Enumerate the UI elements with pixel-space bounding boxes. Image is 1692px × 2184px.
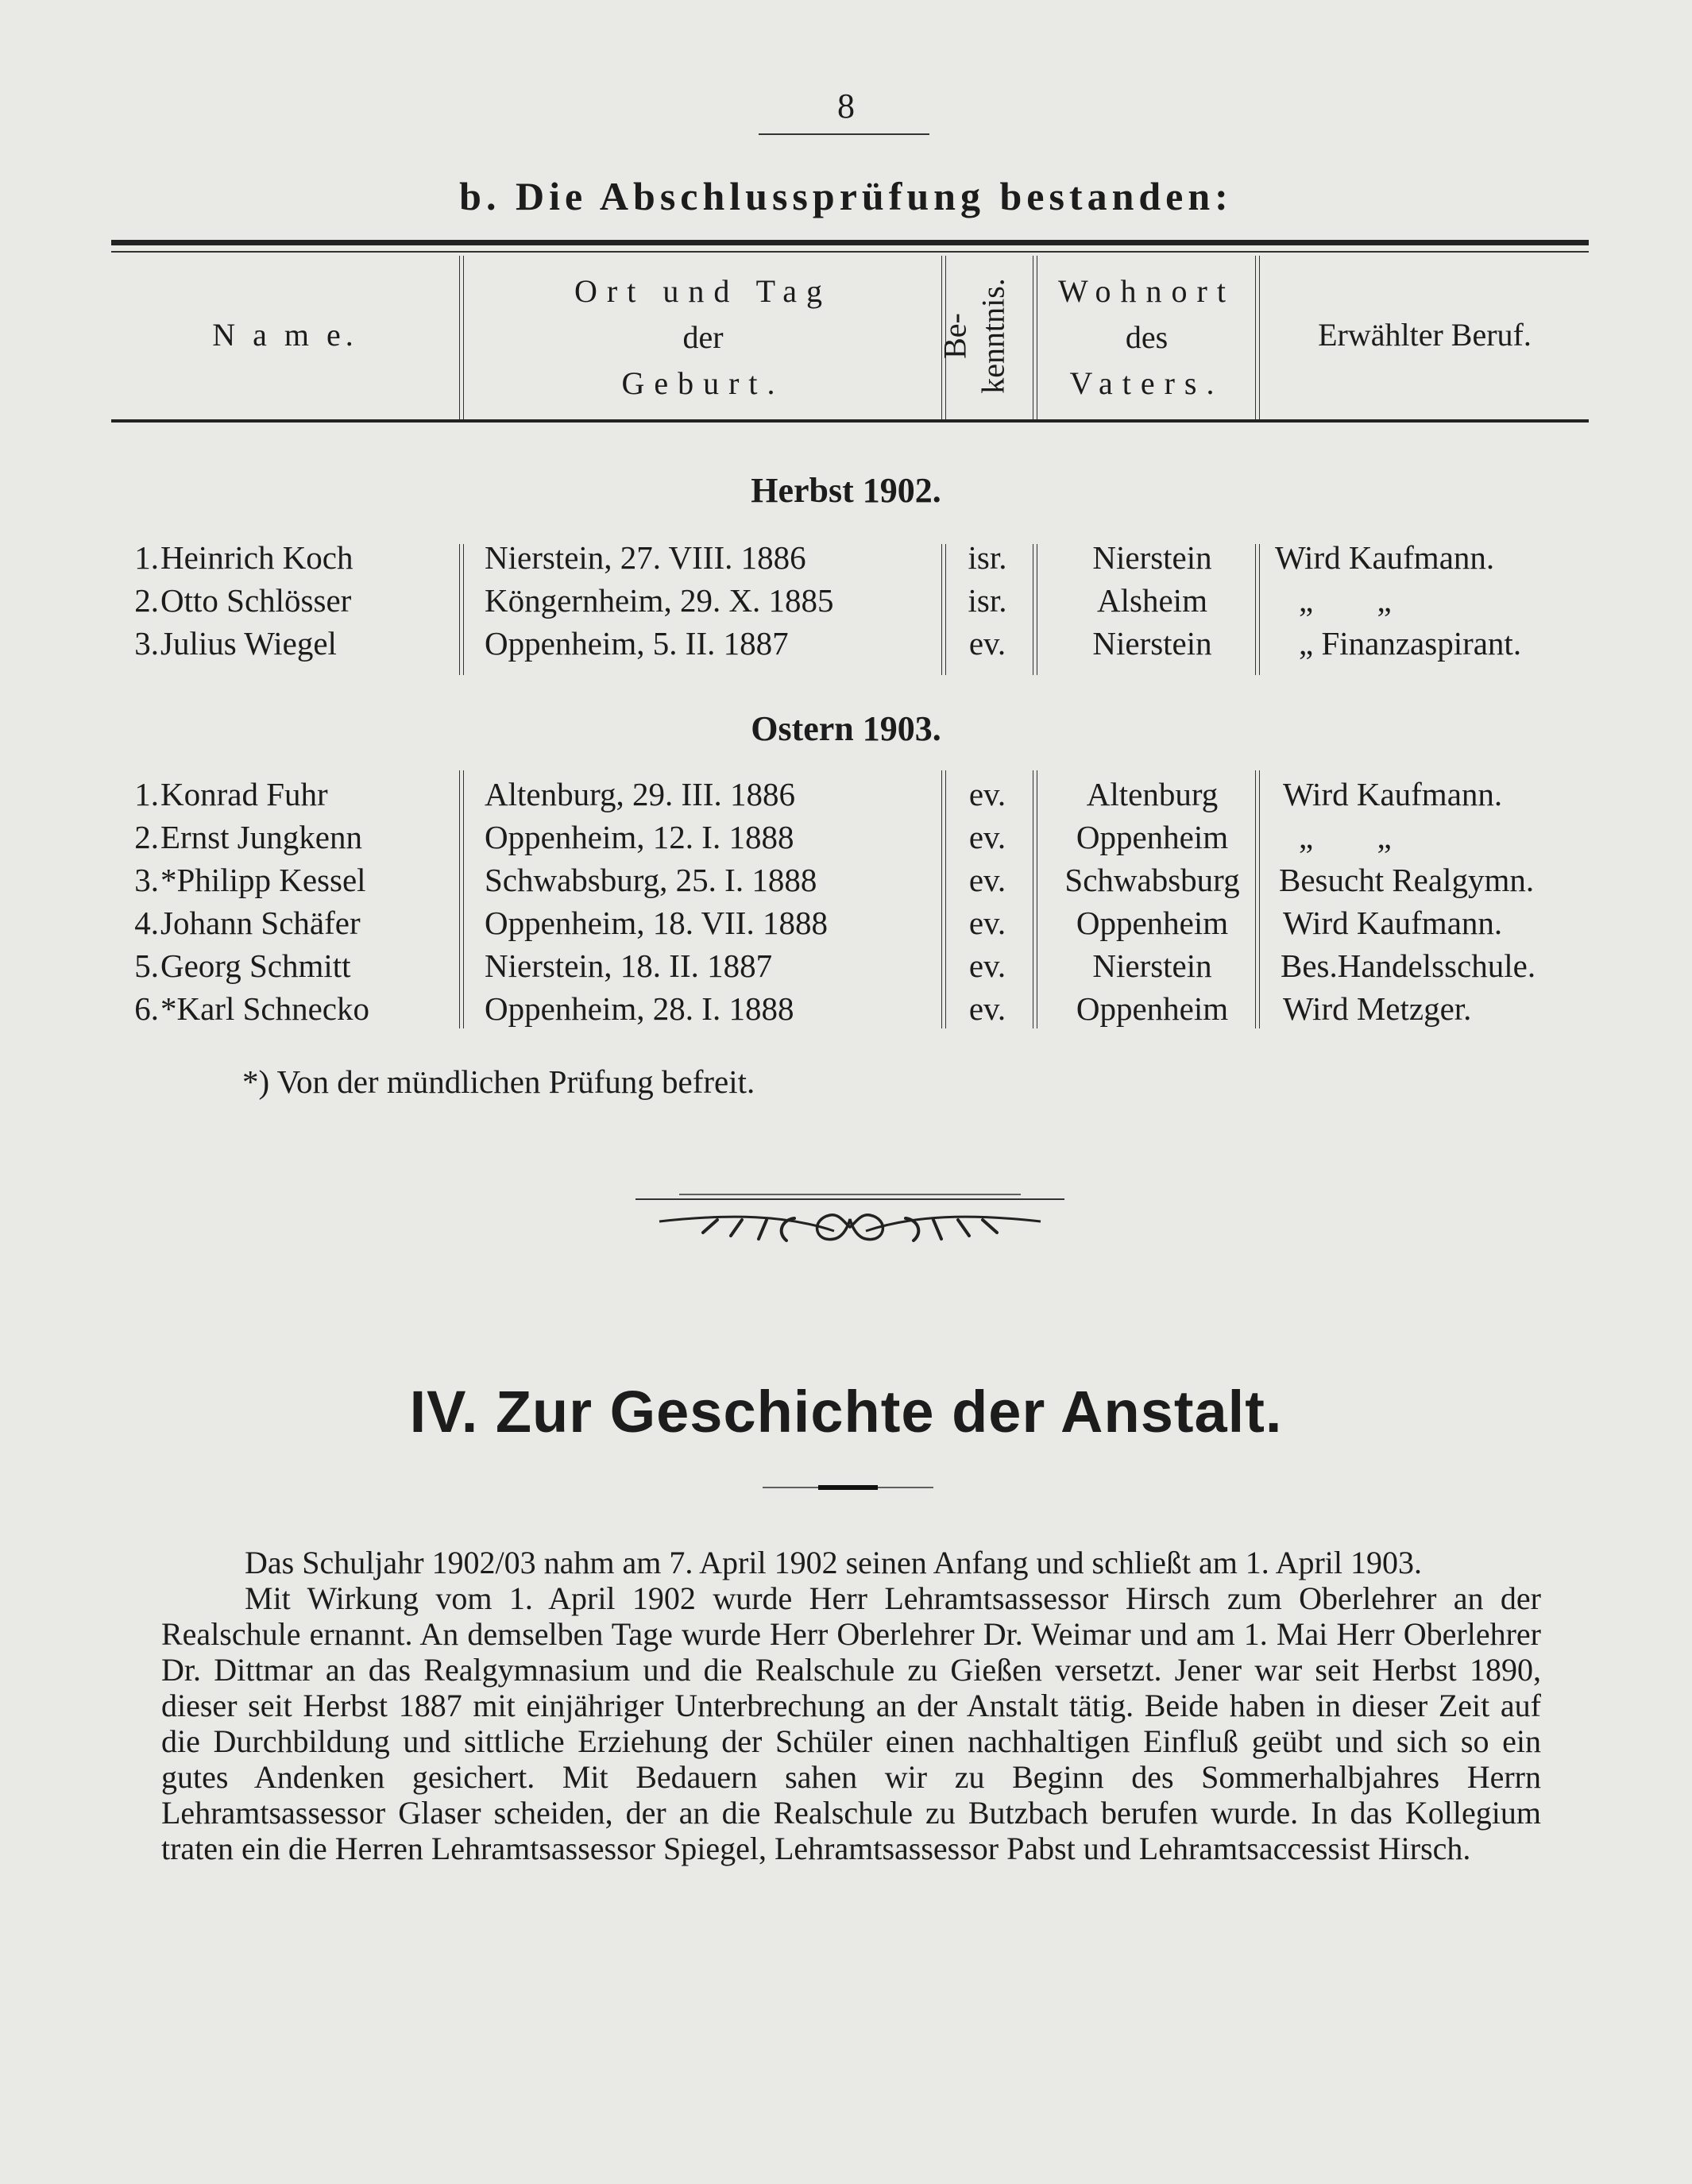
main-heading: IV. Zur Geschichte der Anstalt. [409, 1379, 1283, 1445]
row-confession: ev. [968, 905, 1006, 941]
row-profession: Wird Kaufmann. [1283, 776, 1503, 812]
column-separator [459, 256, 464, 419]
group-title-herbst: Herbst 1902. [751, 471, 941, 510]
table-top-rule-thin [111, 251, 1589, 253]
row-name: Heinrich Koch [160, 539, 353, 576]
row-confession: ev. [968, 862, 1006, 898]
row-profession: Wird Kaufmann. [1283, 905, 1503, 941]
row-number: 4. [134, 905, 159, 941]
row-number: 1. [134, 776, 159, 812]
row-birth: Nierstein, 18. II. 1887 [485, 947, 773, 984]
row-home: Schwabsburg [1064, 862, 1240, 898]
row-birth: Oppenheim, 5. II. 1887 [485, 625, 789, 662]
row-name: Georg Schmitt [160, 947, 351, 984]
row-number: 2. [134, 819, 159, 855]
table-top-rule [111, 240, 1589, 245]
footnote: *) Von der mündlichen Prüfung befreit. [242, 1063, 755, 1100]
row-home: Nierstein [1092, 947, 1212, 984]
paragraph-2: Mit Wirkung vom 1. April 1902 wurde Herr Lehramtsassessor Hirsch zum Oberlehrer an der Realschule ernannt. An demselben Tage wurde Herr Oberlehrer Dr. Weimar und am 1. Mai Herr Oberlehrer Dr. Dittmar an das Realgymnasium und die Realschule zu Gießen versetzt. Jener war seit Herbst 1890, dieser seit Herbst 1887 mit einjähriger Unterbrechung an der Anstalt tätig. Beide haben in dieser Zeit auf die Durchbildung und sittliche Erziehung der Schüler einen nachhaltigen Einfluß geübt und sich so ein gutes Andenken gesichert. Mit Bedauern sahen wir zu Beginn des Sommerhalbjahres Herrn Lehramtsassessor Glaser scheiden, der an die Realschule zu Butzbach berufen wurde. In das Kollegium traten ein die Herren Lehramtsassessor Spiegel, Lehramtsassessor Pabst und Lehramtsaccessist Hirsch. [161, 1580, 1541, 1866]
row-home: Oppenheim [1076, 905, 1229, 941]
row-profession: Wird Kaufmann. [1275, 539, 1495, 576]
row-home: Alsheim [1097, 582, 1207, 619]
row-profession: „ „ [1299, 819, 1392, 855]
row-profession: „ Finanzaspirant. [1299, 625, 1522, 662]
row-confession: ev. [968, 947, 1006, 984]
table-header-bottom-rule [111, 419, 1589, 423]
row-birth: Oppenheim, 12. I. 1888 [485, 819, 794, 855]
row-profession: Besucht Realgymn. [1279, 862, 1535, 898]
ornament-divider [635, 1191, 1064, 1263]
row-profession: Wird Metzger. [1283, 990, 1472, 1027]
column-separator [1033, 256, 1037, 419]
header-birth-line3: Geburt. [621, 365, 785, 401]
row-name: *Philipp Kessel [160, 862, 366, 898]
column-separator [1255, 256, 1260, 419]
row-number: 2. [134, 582, 159, 619]
header-home [1038, 268, 1255, 407]
table-row [0, 581, 1692, 624]
row-birth: Schwabsburg, 25. I. 1888 [485, 862, 817, 898]
row-number: 3. [134, 625, 159, 662]
group-title-ostern: Ostern 1903. [751, 709, 941, 748]
row-name: Julius Wiegel [160, 625, 337, 662]
table-row [0, 947, 1692, 990]
page-number: 8 [837, 87, 855, 125]
table-row [0, 818, 1692, 861]
row-home: Altenburg [1086, 776, 1219, 812]
header-home-line2: des [1125, 319, 1169, 355]
row-home: Nierstein [1092, 539, 1212, 576]
header-confession-text: Be- kenntnis. [937, 277, 1011, 394]
header-birth-line2: der [682, 319, 724, 355]
row-number: 1. [134, 539, 159, 576]
row-birth: Köngernheim, 29. X. 1885 [485, 582, 834, 619]
row-confession: ev. [968, 625, 1006, 662]
row-birth: Altenburg, 29. III. 1886 [485, 776, 795, 812]
table-row [0, 861, 1692, 904]
row-confession: isr. [968, 539, 1007, 576]
body-text [161, 1545, 1541, 1866]
row-birth: Oppenheim, 18. VII. 1888 [485, 905, 828, 941]
table-row [0, 990, 1692, 1032]
row-name: Otto Schlösser [160, 582, 352, 619]
table-row [0, 624, 1692, 667]
row-home: Oppenheim [1076, 990, 1229, 1027]
page-number-rule [759, 133, 929, 135]
table-row [0, 775, 1692, 818]
header-birth [465, 268, 941, 407]
row-birth: Nierstein, 27. VIII. 1886 [485, 539, 806, 576]
row-home: Oppenheim [1076, 819, 1229, 855]
row-number: 3. [134, 862, 159, 898]
header-confession [936, 262, 1031, 409]
row-confession: ev. [968, 776, 1006, 812]
row-name: Johann Schäfer [160, 905, 361, 941]
section-heading: b. Die Abschlussprüfung bestanden: [459, 174, 1233, 218]
header-birth-line1: Ort und Tag [574, 273, 832, 309]
row-birth: Oppenheim, 28. I. 1888 [485, 990, 794, 1027]
row-confession: isr. [968, 582, 1007, 619]
row-name: Konrad Fuhr [160, 776, 328, 812]
row-confession: ev. [968, 819, 1006, 855]
row-profession: „ „ [1299, 582, 1392, 619]
row-name: *Karl Schnecko [160, 990, 369, 1027]
row-number: 6. [134, 990, 159, 1027]
row-home: Nierstein [1092, 625, 1212, 662]
row-confession: ev. [968, 990, 1006, 1027]
paragraph-1: Das Schuljahr 1902/03 nahm am 7. April 1902 seinen Anfang und schließt am 1. April 1903. [245, 1545, 1423, 1580]
heading-dash-rule [763, 1485, 933, 1490]
row-number: 5. [134, 947, 159, 984]
header-name: N a m e. [212, 317, 358, 353]
header-profession: Erwählter Beruf. [1318, 317, 1532, 353]
header-home-line1: Wohnort [1058, 273, 1235, 309]
header-home-line3: Vaters. [1069, 365, 1224, 401]
table-row [0, 904, 1692, 947]
row-profession: Bes.Handelsschule. [1281, 947, 1536, 984]
table-row [0, 538, 1692, 581]
row-name: Ernst Jungkenn [160, 819, 362, 855]
